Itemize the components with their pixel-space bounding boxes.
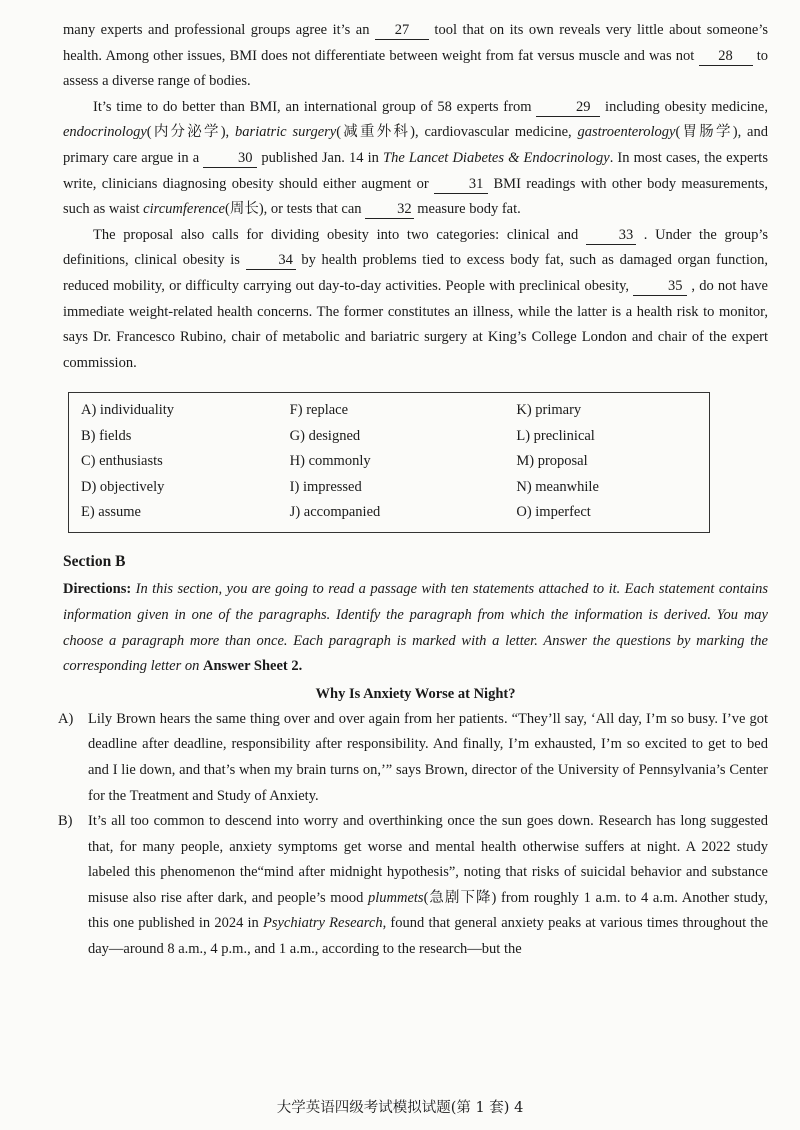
passage-paragraph-1: many experts and professional groups agree it’s an 27 tool that on its own reveals very little about someone’s health. Among other issues, BMI does not differentiate between weight from fat versus muscle and was not 28 to assess a diverse range of bodies. (63, 22, 768, 90)
option-i: I) impressed (289, 478, 362, 495)
directions-label: Directions: (63, 581, 132, 598)
word-bank-row (69, 398, 709, 423)
option-b: B) fields (81, 427, 132, 444)
section-b-title: Section B (63, 553, 126, 571)
blank-34[interactable]: 34 (246, 252, 296, 270)
option-n: N) meanwhile (516, 478, 599, 495)
word-bank-row (69, 500, 709, 525)
paragraph-letter: A) (58, 710, 74, 727)
paragraph-text: Lily Brown hears the same thing over and over again from her patients. “They’ll say, ‘All day, I’m so busy. I’ve got deadline after deadline, responsibility after responsibility. And finally, I’m exhausted, I’m so excited to get to bed and I lie down, and that’s when my brain turns on,’” says Brown, director of the University of Pennsylvania’s Center for the Treatment and Study of Anxiety. (88, 710, 768, 804)
word-bank-row (69, 449, 709, 474)
blank-32[interactable]: 32 (365, 201, 414, 219)
option-d: D) objectively (81, 478, 165, 495)
option-a: A) individuality (81, 402, 175, 419)
answer-sheet-ref: Answer Sheet 2. (203, 658, 303, 675)
paragraph-a (58, 707, 768, 809)
passage-title: Why Is Anxiety Worse at Night? (315, 685, 516, 702)
option-l: L) preclinical (516, 427, 595, 444)
option-e: E) assume (81, 503, 141, 520)
directions-text: In this section, you are going to read a passage with ten statements attached to it. Each statement contains information given in one of the paragraphs. Identify the paragraph from which the information is derived. You may choose a paragraph more than once. Each paragraph is marked with a letter. Answer the questions by marking the corresponding letter on (63, 581, 768, 675)
directions (63, 577, 768, 679)
option-f: F) replace (289, 402, 349, 419)
blank-33[interactable]: 33 (586, 227, 636, 245)
exam-page (58, 18, 768, 963)
option-m: M) proposal (516, 453, 588, 470)
paragraph-letter: B) (58, 813, 73, 830)
blank-27[interactable]: 27 (375, 22, 429, 40)
word-bank (68, 392, 710, 533)
option-g: G) designed (289, 427, 361, 444)
paragraph-text: It’s all too common to descend into worry and overthinking once the sun goes down. Research has long suggested that, for many people, anxiety symptoms get worse and mental health otherwise suffers at night. A 2022 study labeled this phenomenon the“mind after midnight hypothesis”, noting that risks of suicidal behavior and substance misuse also rise after dark, and people’s mood plummets(急剧下降) from roughly 1 a.m. to 4 a.m. Another study, this one published in 2024 in Psychiatry Research, found that general anxiety peaks at various times throughout the day—around 8 a.m., 4 p.m., and 1 a.m., according to the research—but the (88, 813, 768, 958)
option-c: C) enthusiasts (81, 453, 163, 470)
blank-28[interactable]: 28 (699, 48, 753, 66)
passage-paragraph-3: The proposal also calls for dividing obesity into two categories: clinical and 33 . Under the group’s definitions, clinical obesity is 34 by health problems tied to excess body fat, such as damaged organ function, reduced mobility, or difficulty carrying out day-to-day activities. People with preclinical obesity, 35 , do not have immediate weight-related health concerns. The former constitutes an illness, while the latter is a health risk to monitor, says Dr. Francesco Rubino, chair of metabolic and bariatric surgery at King’s College London and chair of the expert commission. (63, 226, 768, 371)
blank-35[interactable]: 35 (633, 278, 687, 296)
option-k: K) primary (516, 402, 582, 419)
word-bank-row (69, 424, 709, 449)
paragraph-b (58, 809, 768, 963)
option-h: H) commonly (289, 453, 371, 470)
word-bank-row (69, 475, 709, 500)
option-j: J) accompanied (289, 503, 381, 520)
blank-29[interactable]: 29 (536, 99, 600, 117)
blank-30[interactable]: 30 (203, 150, 257, 168)
option-o: O) imperfect (516, 503, 591, 520)
page-footer: 大学英语四级考试模拟试题(第 1 套) 4 (276, 1100, 524, 1116)
blank-31[interactable]: 31 (434, 176, 488, 194)
passage-paragraph-2: It’s time to do better than BMI, an international group of 58 experts from 29 including obesity medicine, endocrinology(内分泌学), bariatric surgery(减重外科), cardiovascular medicine, gastroenterology(胃肠学), and primary care argue in a 30 published Jan. 14 in The Lancet Diabetes & Endocrinology. In most cases, the experts write, clinicians diagnosing obesity should either augment or 31 BMI readings with other body measurements, such as waist circumference(周长), or tests that can 32 measure body fat. (63, 98, 768, 218)
